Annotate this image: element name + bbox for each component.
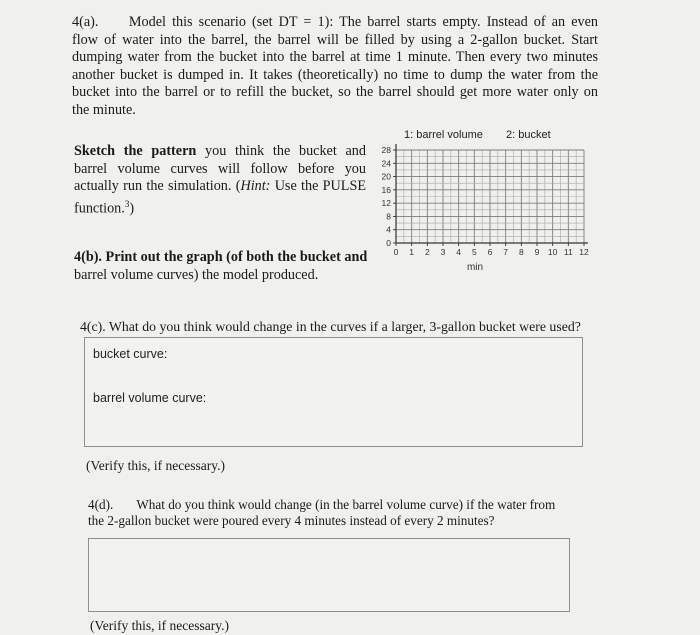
x-tick-label: 5: [471, 247, 477, 257]
part-d-line-2: the 2-gallon bucket were poured every 4 minutes instead of every 2 minutes?: [88, 513, 495, 528]
part-d-answer-box[interactable]: [88, 538, 570, 612]
part-a-line-6: the minute.: [72, 101, 136, 118]
part-d-label: 4(d).: [88, 497, 114, 512]
part-c-answer-box[interactable]: [84, 337, 583, 447]
part-a-line-1: Model this scenario (set DT = 1): The barrel starts empty. Instead of an even: [128, 14, 598, 30]
sketch-line-2: barrel volume curves will follow before you: [74, 160, 366, 177]
sketch-line-4-end: ): [129, 200, 135, 217]
part-a-line-4: another bucket is dumped in. It takes (theoretically) no time to dump the water from the: [72, 66, 598, 83]
x-tick-label: 2: [424, 247, 430, 257]
part-d-verify: (Verify this, if necessary.): [90, 618, 229, 633]
part-a-line-5: bucket into the barrel or to refill the bucket, so the barrel should get more water only on: [72, 84, 598, 101]
y-tick-label: 20: [381, 171, 391, 182]
x-tick-label: 11: [563, 247, 573, 257]
hint-label: Hint:: [240, 178, 271, 195]
x-tick-label: 0: [393, 247, 399, 257]
y-tick-labels: [382, 145, 396, 248]
part-c-verify: (Verify this, if necessary.): [86, 458, 225, 473]
y-tick-label: 16: [381, 184, 391, 195]
part-b-line-1: Print out the graph (of both the bucket and: [105, 249, 368, 265]
chart-grid: [396, 150, 584, 243]
x-tick-label: 6: [487, 247, 493, 257]
y-tick-label: 12: [381, 198, 391, 209]
part-a-paragraph: [72, 14, 598, 120]
x-tick-label: 10: [547, 247, 558, 257]
x-tick-label: 7: [503, 247, 509, 257]
part-c-label: 4(c).: [80, 319, 106, 334]
part-b-line-2: barrel volume curves) the model produced.: [74, 266, 319, 283]
sketch-line-3-rest: Use the PULSE: [274, 178, 367, 195]
sketch-line-1-rest: you think the bucket and: [205, 143, 366, 159]
chart-axes: [396, 144, 588, 243]
y-tick-label: 0: [386, 238, 391, 248]
sketch-line-4: function.: [74, 200, 125, 217]
part-b-paragraph: [74, 249, 374, 284]
part-a-label: 4(a).: [72, 14, 99, 30]
chart-svg: [372, 124, 598, 276]
bucket-curve-label: bucket curve:: [93, 347, 168, 361]
x-tick-label: 8: [518, 247, 524, 257]
chart-legend: [404, 129, 551, 141]
x-tick-label: 1: [409, 247, 415, 257]
part-b-label: 4(b).: [74, 249, 102, 265]
part-a-line-3: dumping water from the bucket into the barrel at time 1 minute. Then every two minutes: [72, 49, 598, 66]
x-axis-label: min: [466, 262, 484, 273]
y-tick-label: 8: [386, 211, 391, 222]
x-tick-label: 9: [534, 247, 540, 257]
part-d-paragraph: [88, 497, 572, 529]
y-tick-label: 24: [381, 158, 391, 169]
sketch-instructions: [74, 143, 366, 218]
part-c-question: [80, 318, 600, 336]
sketch-bold-text: Sketch the pattern: [74, 143, 197, 159]
y-tick-label: 28: [381, 145, 391, 155]
x-tick-label: 3: [440, 247, 446, 257]
part-d-line-1: What do you think would change (in the barrel volume curve) if the water from: [136, 497, 556, 512]
sketch-line-3: actually run the simulation. (: [74, 178, 241, 195]
part-a-line-2: flow of water into the barrel, the barrel will be filled by using a 2-gallon bucket. Start: [72, 31, 598, 48]
x-tick-labels: [394, 243, 589, 257]
y-tick-label: 4: [386, 224, 391, 235]
x-tick-label: 12: [579, 247, 589, 257]
footnote-marker: 3: [124, 198, 130, 209]
barrel-volume-curve-label: barrel volume curve:: [93, 391, 207, 405]
legend-entry-2: 2: bucket: [506, 129, 551, 141]
part-c-question-text: What do you think would change in the curves if a larger, 3-gallon bucket were used?: [108, 319, 581, 334]
legend-entry-1: 1: barrel volume: [404, 129, 483, 141]
sketch-chart: [372, 124, 598, 276]
x-tick-label: 4: [456, 247, 462, 257]
